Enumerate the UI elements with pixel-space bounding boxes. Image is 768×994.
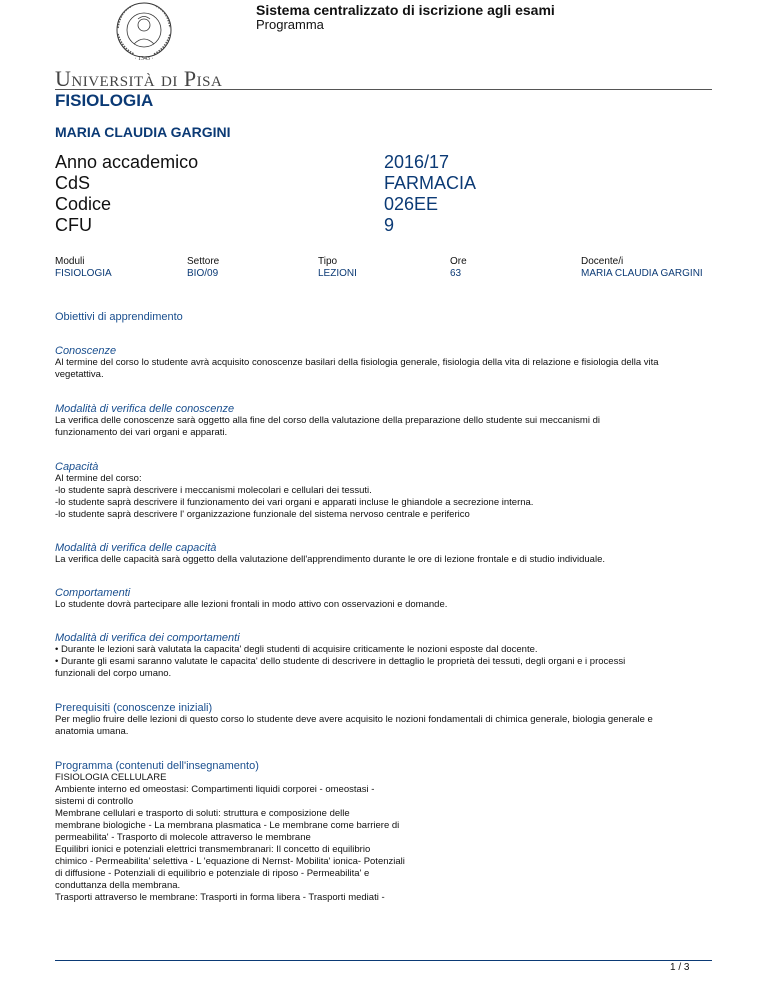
section-comportamenti	[55, 587, 715, 611]
info-value-anno: 2016/17	[384, 152, 450, 172]
section-verifica-conoscenze	[55, 403, 715, 439]
svg-text:· 1343 ·: · 1343 ·	[134, 56, 154, 62]
section-title: Prerequisiti (conoscenze iniziali)	[55, 702, 213, 714]
section-title: Modalità di verifica delle conoscenze	[55, 403, 235, 415]
university-divider	[55, 89, 712, 90]
section-body: Al termine del corso lo studente avrà acquisito conoscenze basilari della fisiologia generale, fisiologia della vita di relazione e fisiologia della vita vegetattiva.	[55, 357, 659, 380]
university-seal-logo	[104, 0, 184, 62]
module-value-settore: BIO/09	[187, 268, 219, 279]
info-label-cds: CdS	[55, 173, 91, 193]
module-value-ore: 63	[450, 268, 462, 279]
section-title: Conoscenze	[55, 345, 117, 357]
course-teacher: MARIA CLAUDIA GARGINI	[55, 124, 231, 140]
header-title: Sistema centralizzato di iscrizione agli esami	[256, 2, 555, 18]
section-verifica-capacita	[55, 542, 715, 566]
section-prerequisiti	[55, 702, 715, 738]
info-value-codice: 026EE	[384, 194, 439, 214]
section-programma	[55, 760, 715, 904]
section-obiettivi	[55, 311, 715, 323]
section-title: Modalità di verifica delle capacità	[55, 542, 217, 554]
header-subtitle: Programma	[256, 17, 324, 32]
section-body: FISIOLOGIA CELLULARE Ambiente interno ed omeostasi: Compartimenti liquidi corporei - omeostasi - sistemi di controllo Membrane cellulari e trasporto di soluti: struttura e composizione delle membrane biologiche - La membrana plasmatica - Le membrane come barriere di permeabilita' - Trasporto di molecole attraverso le membrane Equilibri ionici e potenziali elettrici transmembranari: Il concetto di equilibrio chimico - Permeabilita' selettiva - L 'equazione di Nernst- Mobilita' ionica- Potenziali di diffusione - Potenziali di equilibrio e potenziale di riposo - Permeabilita' e conduttanza della membrana. Trasporti attraverso le membrane: Trasporti in forma libera - Trasporti mediati -	[55, 772, 405, 903]
section-body: Lo studente dovrà partecipare alle lezioni frontali in modo attivo con osservazioni e domande.	[55, 599, 448, 610]
info-label-cfu: CFU	[55, 215, 92, 235]
university-name: Università di Pisa	[55, 66, 223, 91]
module-header-ore: Ore	[450, 256, 467, 267]
footer-divider	[55, 960, 712, 961]
section-title: Modalità di verifica dei comportamenti	[55, 632, 240, 644]
section-body: Per meglio fruire delle lezioni di questo corso lo studente deve avere acquisito le nozioni fondamentali di chimica generale, biologia generale e anatomia umana.	[55, 714, 653, 737]
section-body: Al termine del corso: -lo studente saprà descrivere i meccanismi molecolari e cellulari dei tessuti. -lo studente saprà descrivere il funzionamento dei vari organi e apparati incluse le ghiandole a secrezione interna. -lo studente saprà descrivere l' organizzazione funzionale del sistema nervoso centrale e periferico	[55, 473, 534, 520]
module-value-docenti: MARIA CLAUDIA GARGINI	[581, 268, 703, 279]
section-conoscenze	[55, 345, 715, 381]
section-title: Comportamenti	[55, 587, 131, 599]
module-value-moduli: FISIOLOGIA	[55, 268, 112, 279]
section-verifica-comportamenti	[55, 632, 715, 680]
page-number: 1 / 3	[670, 962, 690, 973]
info-label-codice: Codice	[55, 194, 112, 214]
section-title: Obiettivi di apprendimento	[55, 311, 183, 323]
section-body: La verifica delle capacità sarà oggetto della valutazione dell'apprendimento durante le ore di lezione frontale e di studio individuale.	[55, 554, 606, 565]
section-body: La verifica delle conoscenze sarà oggetto alla fine del corso della valutazione della preparazione dello studente sui meccanismi di funzionamento dei vari organi e apparati.	[55, 415, 600, 438]
section-title: Programma (contenuti dell'insegnamento)	[55, 760, 259, 772]
info-label-anno: Anno accademico	[55, 152, 199, 172]
module-value-tipo: LEZIONI	[318, 268, 357, 279]
module-header-tipo: Tipo	[318, 256, 338, 267]
module-header-docenti: Docente/i	[581, 256, 624, 267]
section-capacita	[55, 461, 715, 521]
info-value-cfu: 9	[384, 215, 395, 235]
info-value-cds: FARMACIA	[384, 173, 477, 193]
module-header-moduli: Moduli	[55, 256, 85, 267]
section-body: • Durante le lezioni sarà valutata la capacita' degli studenti di acquisire criticamente le nozioni esposte dal docente. • Durante gli esami saranno valutate le capacita' dello studente di descrivere in dettaglio le proprietà dei tessuti, degli organi e i processi funzionali del corpo umano.	[55, 644, 626, 679]
section-title: Capacità	[55, 461, 99, 473]
module-header-settore: Settore	[187, 256, 220, 267]
course-title: FISIOLOGIA	[55, 91, 154, 110]
